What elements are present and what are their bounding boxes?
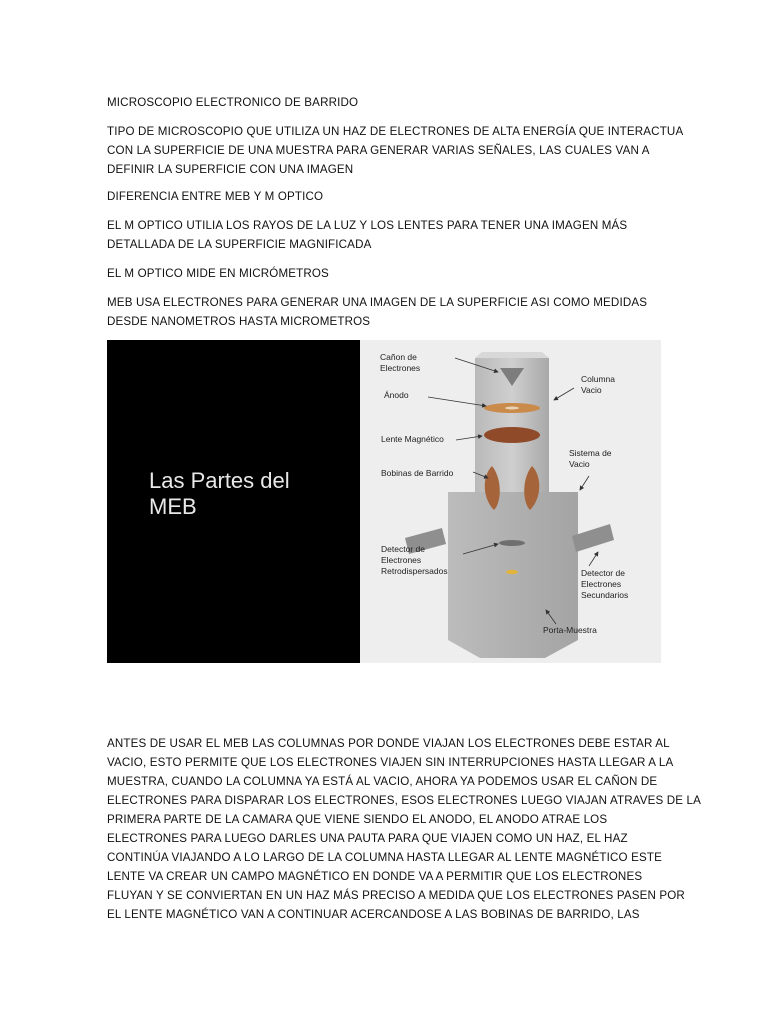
label-vacuum-system: Sistema de Vacio: [569, 448, 612, 469]
label-magnetic-lens: Lente Magnético: [381, 434, 444, 444]
text-line: MUESTRA, CUANDO LA COLUMNA YA ESTÁ AL VACIO, AHORA YA PODEMOS USAR EL CAÑON DE: [107, 775, 658, 788]
text-line: ELECTRONES PARA LUEGO DARLES UNA PAUTA PARA QUE VIAJEN COMO UN HAZ, EL HAZ: [107, 832, 628, 845]
magnetic-lens: [484, 427, 540, 443]
objective-disk: [499, 540, 525, 546]
text-line: FLUYAN Y SE CONVIERTAN EN UN HAZ MÁS PRECISO A MEDIDA QUE LOS ELECTRONES PASEN POR: [107, 889, 685, 902]
text-line: EL LENTE MAGNÉTICO VAN A CONTINUAR ACERCANDOSE A LAS BOBINAS DE BARRIDO, LAS: [107, 908, 640, 921]
label-sample-holder: Porta-Muestra: [543, 625, 597, 635]
sem-diagram: [360, 340, 661, 663]
label-backscatter-detector: Detector de Electrones Retrodispersados: [381, 544, 448, 576]
document-heading: MICROSCOPIO ELECTRONICO DE BARRIDO: [107, 96, 359, 109]
label-anode: Ánodo: [384, 390, 409, 400]
label-vacuum-column: Columna Vacio: [581, 374, 616, 395]
sem-column-illustration: [360, 340, 661, 663]
text-line: DESDE NANOMETROS HASTA MICROMETROS: [107, 315, 371, 328]
label-secondary-detector: Detector de Electrones Secundarios: [581, 568, 629, 600]
text-line: ELECTRONES PARA DISPARAR LOS ELECTRONES, ESOS ELECTRONES LUEGO VIAJAN ATRAVES DE LA: [107, 794, 702, 807]
text-line: TIPO DE MICROSCOPIO QUE UTILIZA UN HAZ DE ELECTRONES DE ALTA ENERGÍA QUE INTERACTUA: [107, 125, 684, 138]
text-line: CON LA SUPERFICIE DE UNA MUESTRA PARA GENERAR VARIAS SEÑALES, LAS CUALES VAN A: [107, 144, 650, 157]
optical-measure-paragraph: EL M OPTICO MIDE EN MICRÓMETROS: [107, 267, 329, 280]
difference-subheading: DIFERENCIA ENTRE MEB Y M OPTICO: [107, 190, 324, 203]
sem-parts-figure: [107, 340, 661, 663]
figure-title: Las Partes del MEB: [149, 468, 290, 519]
text-line: ANTES DE USAR EL MEB LAS COLUMNAS POR DONDE VIAJAN LOS ELECTRONES DEBE ESTAR AL: [107, 737, 670, 750]
label-electron-gun: Cañon de Electrones: [380, 352, 421, 373]
text-line: VACIO, ESTO PERMITE QUE LOS ELECTRONES VIAJEN SIN INTERRUPCIONES HASTA LLEGAR A LA: [107, 756, 674, 769]
body-paragraph: [107, 734, 702, 924]
secondary-detector: [572, 524, 614, 552]
meb-paragraph: [107, 293, 667, 331]
optical-paragraph: [107, 216, 667, 254]
column-top: [475, 352, 549, 358]
text-line: MEB USA ELECTRONES PARA GENERAR UNA IMAGEN DE LA SUPERFICIE ASI COMO MEDIDAS: [107, 296, 648, 309]
text-line: DEFINIR LA SUPERFICIE CON UNA IMAGEN: [107, 163, 354, 176]
definition-paragraph: [107, 122, 684, 179]
text-line: CONTINÚA VIAJANDO A LO LARGO DE LA COLUMNA HASTA LLEGAR AL LENTE MAGNÉTICO ESTE: [107, 851, 662, 864]
text-line: PRIMERA PARTE DE LA CAMARA QUE VIENE SIENDO EL ANODO, EL ANODO ATRAE LOS: [107, 813, 608, 826]
text-line: EL M OPTICO UTILIA LOS RAYOS DE LA LUZ Y LOS LENTES PARA TENER UNA IMAGEN MÁS: [107, 219, 628, 232]
text-line: LENTE VA CREAR UN CAMPO MAGNÉTICO EN DONDE VA A PERMITIR QUE LOS ELECTRONES: [107, 870, 643, 883]
text-line: DETALLADA DE LA SUPERFICIE MAGNIFICADA: [107, 238, 372, 251]
sample-holder: [506, 570, 518, 574]
label-scan-coils: Bobinas de Barrido: [381, 468, 454, 478]
